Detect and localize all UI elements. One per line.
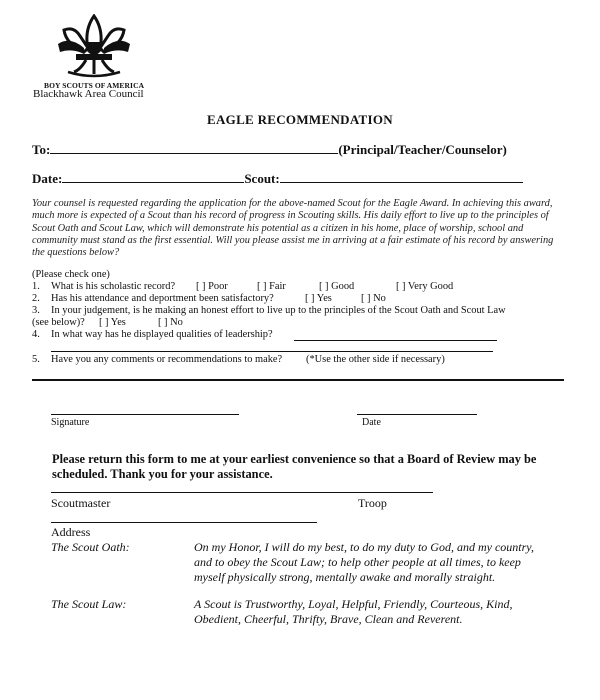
address-label: Address <box>51 525 91 539</box>
org-name: BOY SCOUTS OF AMERICA <box>44 81 145 90</box>
page-title: EAGLE RECOMMENDATION <box>207 112 393 127</box>
date-signature-label: Date <box>362 417 381 428</box>
question-3-text-line1: In your judgement, is he making an honest effort to live up to the principles of the Scout Oath and Scout Law <box>51 305 506 316</box>
date-signature-line[interactable] <box>357 414 477 415</box>
section-divider <box>32 379 564 381</box>
date-label: Date: <box>32 171 63 186</box>
question-5-note: (*Use the other side if necessary) <box>306 354 445 365</box>
question-3-number: 3. <box>32 305 40 316</box>
question-5-number: 5. <box>32 354 40 365</box>
scout-oath-label: The Scout Oath: <box>51 540 130 554</box>
signature-label: Signature <box>51 417 90 428</box>
signature-line[interactable] <box>51 414 239 415</box>
to-label: To: <box>32 142 51 157</box>
scout-law-label: The Scout Law: <box>51 597 127 611</box>
address-line[interactable] <box>51 522 317 523</box>
to-field[interactable] <box>50 141 338 154</box>
q3-option-no[interactable]: [ ] No <box>158 317 183 328</box>
question-2-number: 2. <box>32 293 40 304</box>
troop-label: Troop <box>358 496 387 510</box>
scoutmaster-label: Scoutmaster <box>51 496 111 510</box>
scoutmaster-line[interactable] <box>51 492 433 493</box>
scout-law-text: A Scout is Trustworthy, Loyal, Helpful, Friendly, Courteous, Kind, Obedient, Cheerful, Thrifty, Brave, Clean and Reverent. <box>194 597 513 626</box>
question-4-number: 4. <box>32 329 40 340</box>
council-name: Blackhawk Area Council <box>33 88 144 100</box>
scout-oath-text: On my Honor, I will do my best, to do my duty to God, and my country, and to obey the Scout Law; to help other people at all times, to keep myself physically strong, mentally awake and morally straight. <box>194 540 534 584</box>
q1-option-very-good[interactable]: [ ] Very Good <box>396 281 454 292</box>
q2-option-no[interactable]: [ ] No <box>361 293 386 304</box>
question-1-text: What is his scholastic record? <box>51 281 176 292</box>
question-2-text: Has his attendance and deportment been satisfactory? <box>51 293 274 304</box>
q3-option-yes[interactable]: [ ] Yes <box>99 317 126 328</box>
question-4-text: In what way has he displayed qualities of leadership? <box>51 329 273 340</box>
to-suffix: (Principal/Teacher/Counselor) <box>338 142 507 157</box>
q1-option-fair[interactable]: [ ] Fair <box>257 281 286 292</box>
scout-label: Scout: <box>244 171 280 186</box>
check-one-label: (Please check one) <box>32 269 110 280</box>
scout-field[interactable] <box>280 170 523 183</box>
to-row <box>32 141 507 158</box>
question-1-number: 1. <box>32 281 40 292</box>
question-3-text-line2: (see below)? <box>32 317 85 328</box>
fleur-de-lis-icon <box>50 14 138 80</box>
date-field[interactable] <box>62 170 244 183</box>
bsa-logo <box>50 14 138 80</box>
q4-answer-line-1[interactable] <box>294 340 497 341</box>
q4-answer-line-2[interactable] <box>51 351 493 352</box>
q2-option-yes[interactable]: [ ] Yes <box>305 293 332 304</box>
q1-option-poor[interactable]: [ ] Poor <box>196 281 228 292</box>
closing-note: Please return this form to me at your earliest convenience so that a Board of Review may be scheduled. Thank you for your assistance. <box>52 452 537 481</box>
question-5-text: Have you any comments or recommendations to make? <box>51 354 283 365</box>
intro-paragraph: Your counsel is requested regarding the application for the above-named Scout for the Eagle Award. In achieving this award, much more is expected of a Scout than his record of progress in Scouting skills. His daily effort to live up to the principles of Scout Oath and Scout Law, which will demonstrate his potential as a citizen in his home, place of worship, school and community must stand as the first essential. Will you please assist me in arriving at a fair estimate of his record by answering the questions below? <box>32 198 554 259</box>
date-scout-row <box>32 170 523 187</box>
q1-option-good[interactable]: [ ] Good <box>319 281 355 292</box>
